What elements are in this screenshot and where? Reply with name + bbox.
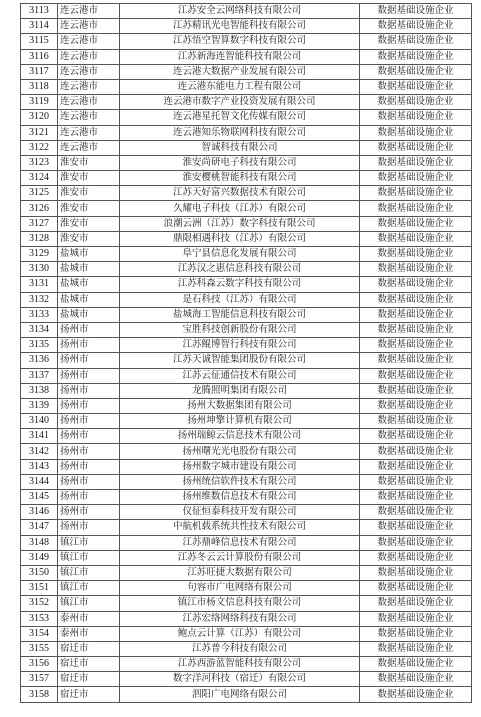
row-number: 3121 [21,125,58,140]
company-name-cell: 连云港东能电力工程有限公司 [120,79,360,94]
city-cell: 扬州市 [58,490,120,505]
row-number: 3150 [21,565,58,580]
city-cell: 连云港市 [58,140,120,155]
table-row [21,4,472,19]
category-cell: 数据基础设施企业 [360,596,472,611]
table-row [21,581,472,596]
category-cell: 数据基础设施企业 [360,414,472,429]
city-cell: 镇江市 [58,596,120,611]
company-name-cell: 江苏云征通信技术有限公司 [120,368,360,383]
row-number: 3141 [21,429,58,444]
city-cell: 扬州市 [58,338,120,353]
city-cell: 盐城市 [58,277,120,292]
company-name-cell: 连云港大数据产业发展有限公司 [120,64,360,79]
city-cell: 连云港市 [58,125,120,140]
row-number: 3155 [21,641,58,656]
company-name-cell: 淮安尚研电子科技有限公司 [120,155,360,170]
table-row [21,307,472,322]
city-cell: 扬州市 [58,520,120,535]
category-cell: 数据基础设施企业 [360,277,472,292]
category-cell: 数据基础设施企业 [360,687,472,702]
company-name-cell: 江苏旺捷大数据有限公司 [120,565,360,580]
company-name-cell: 江苏新海连智能科技有限公司 [120,49,360,64]
row-number: 3140 [21,414,58,429]
category-cell: 数据基础设施企业 [360,429,472,444]
category-cell: 数据基础设施企业 [360,64,472,79]
row-number: 3134 [21,322,58,337]
city-cell: 扬州市 [58,383,120,398]
row-number: 3127 [21,216,58,231]
table-row [21,277,472,292]
table-row [21,459,472,474]
category-cell: 数据基础设施企业 [360,626,472,641]
table-row [21,611,472,626]
category-cell: 数据基础设施企业 [360,34,472,49]
row-number: 3138 [21,383,58,398]
city-cell: 泰州市 [58,626,120,641]
company-name-cell: 镇江市杨文信息科技有限公司 [120,596,360,611]
table-row [21,429,472,444]
row-number: 3123 [21,155,58,170]
row-number: 3122 [21,140,58,155]
city-cell: 镇江市 [58,535,120,550]
company-name-cell: 江苏天诚智能集团股份有限公司 [120,353,360,368]
city-cell: 镇江市 [58,550,120,565]
city-cell: 宿迁市 [58,641,120,656]
table-row [21,95,472,110]
city-cell: 扬州市 [58,414,120,429]
table-row [21,292,472,307]
row-number: 3114 [21,19,58,34]
row-number: 3118 [21,79,58,94]
category-cell: 数据基础设施企业 [360,140,472,155]
row-number: 3116 [21,49,58,64]
company-name-cell: 是石科技（江苏）有限公司 [120,292,360,307]
category-cell: 数据基础设施企业 [360,641,472,656]
row-number: 3117 [21,64,58,79]
company-name-cell: 扬州大数据集团有限公司 [120,398,360,413]
city-cell: 连云港市 [58,95,120,110]
table-row [21,444,472,459]
category-cell: 数据基础设施企业 [360,322,472,337]
company-name-cell: 仪征恒泰科技开发有限公司 [120,505,360,520]
enterprise-list-table [20,3,472,703]
category-cell: 数据基础设施企业 [360,19,472,34]
table-row [21,414,472,429]
row-number: 3143 [21,459,58,474]
table-row [21,505,472,520]
city-cell: 镇江市 [58,565,120,580]
table-row [21,64,472,79]
company-name-cell: 江苏悟空智算数字科技有限公司 [120,34,360,49]
category-cell: 数据基础设施企业 [360,444,472,459]
category-cell: 数据基础设施企业 [360,383,472,398]
company-name-cell: 中航机载系统共性技术有限公司 [120,520,360,535]
company-name-cell: 扬州坤擎计算机有限公司 [120,414,360,429]
city-cell: 连云港市 [58,110,120,125]
table-row [21,110,472,125]
category-cell: 数据基础设施企业 [360,535,472,550]
category-cell: 数据基础设施企业 [360,186,472,201]
table-row [21,49,472,64]
category-cell: 数据基础设施企业 [360,657,472,672]
city-cell: 淮安市 [58,216,120,231]
category-cell: 数据基础设施企业 [360,201,472,216]
table-row [21,231,472,246]
category-cell: 数据基础设施企业 [360,125,472,140]
city-cell: 镇江市 [58,581,120,596]
category-cell: 数据基础设施企业 [360,79,472,94]
company-name-cell: 连云港星托智文化传媒有限公司 [120,110,360,125]
company-name-cell: 江苏安全云网络科技有限公司 [120,4,360,19]
city-cell: 扬州市 [58,322,120,337]
city-cell: 扬州市 [58,353,120,368]
category-cell: 数据基础设施企业 [360,262,472,277]
row-number: 3125 [21,186,58,201]
row-number: 3124 [21,171,58,186]
category-cell: 数据基础设施企业 [360,171,472,186]
category-cell: 数据基础设施企业 [360,4,472,19]
row-number: 3113 [21,4,58,19]
company-name-cell: 江苏鲲博智行科技有限公司 [120,338,360,353]
city-cell: 扬州市 [58,444,120,459]
company-name-cell: 江苏普今科技有限公司 [120,641,360,656]
table-body [21,4,472,703]
table-row [21,490,472,505]
company-name-cell: 江苏宏络网络科技有限公司 [120,611,360,626]
table-row [21,247,472,262]
city-cell: 淮安市 [58,186,120,201]
category-cell: 数据基础设施企业 [360,49,472,64]
row-number: 3154 [21,626,58,641]
table-row [21,596,472,611]
category-cell: 数据基础设施企业 [360,505,472,520]
table-row [21,186,472,201]
city-cell: 泰州市 [58,611,120,626]
category-cell: 数据基础设施企业 [360,95,472,110]
company-name-cell: 江苏科森云数字科技有限公司 [120,277,360,292]
city-cell: 连云港市 [58,49,120,64]
table-row [21,626,472,641]
row-number: 3137 [21,368,58,383]
row-number: 3130 [21,262,58,277]
row-number: 3148 [21,535,58,550]
table-row [21,79,472,94]
city-cell: 扬州市 [58,368,120,383]
row-number: 3128 [21,231,58,246]
category-cell: 数据基础设施企业 [360,307,472,322]
city-cell: 宿迁市 [58,672,120,687]
category-cell: 数据基础设施企业 [360,474,472,489]
city-cell: 淮安市 [58,201,120,216]
row-number: 3149 [21,550,58,565]
row-number: 3120 [21,110,58,125]
table-row [21,383,472,398]
row-number: 3142 [21,444,58,459]
category-cell: 数据基础设施企业 [360,155,472,170]
company-name-cell: 江苏鼎峰信息技术有限公司 [120,535,360,550]
category-cell: 数据基础设施企业 [360,581,472,596]
table-row [21,535,472,550]
company-name-cell: 扬州曙光光电股份有限公司 [120,444,360,459]
table-row [21,641,472,656]
category-cell: 数据基础设施企业 [360,216,472,231]
row-number: 3157 [21,672,58,687]
table-row [21,216,472,231]
category-cell: 数据基础设施企业 [360,672,472,687]
table-row [21,353,472,368]
row-number: 3153 [21,611,58,626]
table-row [21,520,472,535]
table-row [21,565,472,580]
table-row [21,672,472,687]
company-name-cell: 扬州统信软件技术有限公司 [120,474,360,489]
table-row [21,155,472,170]
company-name-cell: 宝胜科技创新股份有限公司 [120,322,360,337]
table-row [21,322,472,337]
table-row [21,125,472,140]
row-number: 3147 [21,520,58,535]
row-number: 3132 [21,292,58,307]
table-row [21,34,472,49]
city-cell: 扬州市 [58,459,120,474]
company-name-cell: 龙腾照明集团有限公司 [120,383,360,398]
table-row [21,262,472,277]
row-number: 3131 [21,277,58,292]
company-name-cell: 江苏汉之惠信息科技有限公司 [120,262,360,277]
table-row [21,140,472,155]
company-name-cell: 江苏精讯光电智能科技有限公司 [120,19,360,34]
company-name-cell: 久耀电子科技（江苏）有限公司 [120,201,360,216]
row-number: 3133 [21,307,58,322]
city-cell: 淮安市 [58,171,120,186]
company-name-cell: 扬州数字城市建设有限公司 [120,459,360,474]
row-number: 3158 [21,687,58,702]
company-name-cell: 连云港知乐物联网科技有限公司 [120,125,360,140]
company-name-cell: 扬州维数信息技术有限公司 [120,490,360,505]
city-cell: 连云港市 [58,19,120,34]
company-name-cell: 扬州瑞鲸云信息技术有限公司 [120,429,360,444]
city-cell: 宿迁市 [58,657,120,672]
category-cell: 数据基础设施企业 [360,110,472,125]
company-name-cell: 鲍点云计算（江苏）有限公司 [120,626,360,641]
category-cell: 数据基础设施企业 [360,611,472,626]
company-name-cell: 盐城海工智能信息科技有限公司 [120,307,360,322]
category-cell: 数据基础设施企业 [360,550,472,565]
category-cell: 数据基础设施企业 [360,459,472,474]
row-number: 3144 [21,474,58,489]
company-name-cell: 阜宁县信息化发展有限公司 [120,247,360,262]
category-cell: 数据基础设施企业 [360,353,472,368]
company-name-cell: 鼎限相遇科技（江苏）有限公司 [120,231,360,246]
city-cell: 扬州市 [58,429,120,444]
table-row [21,171,472,186]
row-number: 3145 [21,490,58,505]
city-cell: 盐城市 [58,307,120,322]
category-cell: 数据基础设施企业 [360,231,472,246]
city-cell: 盐城市 [58,262,120,277]
category-cell: 数据基础设施企业 [360,247,472,262]
row-number: 3119 [21,95,58,110]
company-name-cell: 句容市广电网络有限公司 [120,581,360,596]
company-name-cell: 智诚科技有限公司 [120,140,360,155]
table-row [21,474,472,489]
table-row [21,657,472,672]
city-cell: 连云港市 [58,34,120,49]
category-cell: 数据基础设施企业 [360,490,472,505]
city-cell: 扬州市 [58,474,120,489]
row-number: 3156 [21,657,58,672]
city-cell: 宿迁市 [58,687,120,702]
table-row [21,687,472,702]
table-row [21,338,472,353]
city-cell: 盐城市 [58,292,120,307]
row-number: 3136 [21,353,58,368]
city-cell: 连云港市 [58,64,120,79]
company-name-cell: 浪潮云洲（江苏）数字科技有限公司 [120,216,360,231]
company-name-cell: 数字洋河科技（宿迁）有限公司 [120,672,360,687]
row-number: 3126 [21,201,58,216]
category-cell: 数据基础设施企业 [360,565,472,580]
company-name-cell: 连云港市数字产业投资发展有限公司 [120,95,360,110]
table-row [21,201,472,216]
city-cell: 盐城市 [58,247,120,262]
table-row [21,550,472,565]
company-name-cell: 江苏天好富兴数据技术有限公司 [120,186,360,201]
category-cell: 数据基础设施企业 [360,338,472,353]
category-cell: 数据基础设施企业 [360,398,472,413]
city-cell: 扬州市 [58,398,120,413]
table-row [21,398,472,413]
row-number: 3115 [21,34,58,49]
row-number: 3152 [21,596,58,611]
row-number: 3129 [21,247,58,262]
city-cell: 连云港市 [58,79,120,94]
company-name-cell: 江苏西游蓝智能科技有限公司 [120,657,360,672]
row-number: 3151 [21,581,58,596]
row-number: 3135 [21,338,58,353]
table-row [21,368,472,383]
city-cell: 淮安市 [58,231,120,246]
city-cell: 淮安市 [58,155,120,170]
category-cell: 数据基础设施企业 [360,292,472,307]
category-cell: 数据基础设施企业 [360,368,472,383]
company-name-cell: 江苏冬云云计算股份有限公司 [120,550,360,565]
city-cell: 扬州市 [58,505,120,520]
city-cell: 连云港市 [58,4,120,19]
company-name-cell: 泗阳广电网络有限公司 [120,687,360,702]
row-number: 3139 [21,398,58,413]
category-cell: 数据基础设施企业 [360,520,472,535]
row-number: 3146 [21,505,58,520]
company-name-cell: 淮安樱桃智能科技有限公司 [120,171,360,186]
table-row [21,19,472,34]
